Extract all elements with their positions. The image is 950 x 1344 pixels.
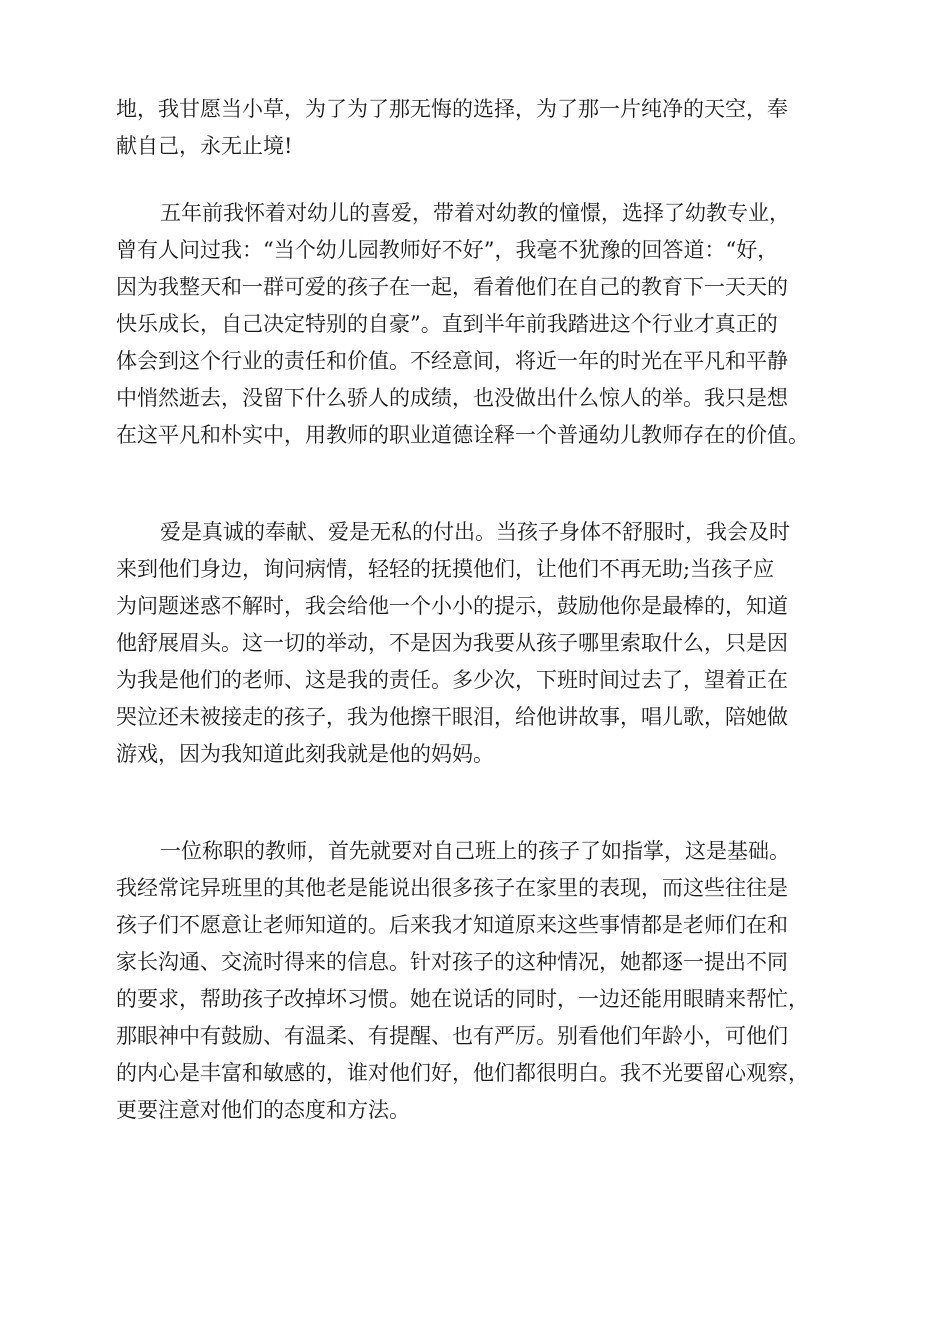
text-line: 献自己，永无止境!	[116, 134, 293, 158]
text-line: 中悄然逝去，没留下什么骄人的成绩，也没做出什么惊人的举。我只是想	[116, 386, 788, 410]
text-line: 为我是他们的老师、这是我的责任。多少次，下班时间过去了，望着正在	[116, 668, 788, 692]
text-line: 他舒展眉头。这一切的举动，不是因为我要从孩子哪里索取什么，只是因	[116, 631, 788, 655]
text-line: 的内心是丰富和敏感的，谁对他们好，他们都很明白。我不光要留心观察，	[116, 1061, 809, 1085]
text-line: 快乐成长，自己决定特别的自豪”。直到半年前我踏进这个行业才真正的	[116, 312, 778, 336]
text-line: 哭泣还未被接走的孩子，我为他擦干眼泪，给他讲故事，唱儿歌，陪她做	[116, 705, 788, 729]
text-line: 孩子们不愿意让老师知道的。后来我才知道原来这些事情都是老师们在和	[116, 913, 788, 937]
text-line: 五年前我怀着对幼儿的喜爱，带着对幼教的憧憬，选择了幼教专业，	[160, 201, 790, 225]
text-line: 曾有人问过我：“当个幼儿园教师好不好”，我毫不犹豫的回答道：“好，	[116, 238, 779, 262]
text-line: 来到他们身边，询问病情，轻轻的抚摸他们，让他们不再无助;当孩子应	[116, 557, 775, 581]
text-line: 那眼神中有鼓励、有温柔、有提醒、也有严厉。别看他们年龄小，可他们	[116, 1024, 788, 1048]
text-line: 家长沟通、交流时得来的信息。针对孩子的这种情况，她都逐一提出不同	[116, 950, 788, 974]
text-line: 游戏，因为我知道此刻我就是他的妈妈。	[116, 742, 494, 766]
text-line: 体会到这个行业的责任和价值。不经意间，将近一年的时光在平凡和平静	[116, 349, 788, 373]
paragraph-1	[116, 91, 856, 165]
text-line: 地，我甘愿当小草，为了为了那无悔的选择，为了那一片纯净的天空，奉	[116, 97, 788, 121]
text-line: 因为我整天和一群可爱的孩子在一起，看着他们在自己的教育下一天天的	[116, 275, 788, 299]
text-line: 在这平凡和朴实中，用教师的职业道德诠释一个普通幼儿教师存在的价值。	[116, 423, 809, 447]
text-line: 为问题迷惑不解时，我会给他一个小小的提示，鼓励他你是最棒的，知道	[116, 594, 788, 618]
text-line: 爱是真诚的奉献、爱是无私的付出。当孩子身体不舒服时，我会及时	[160, 520, 790, 544]
paragraph-2	[116, 195, 856, 454]
paragraph-4	[116, 833, 856, 1129]
paragraph-3	[116, 514, 856, 773]
text-line: 一位称职的教师，首先就要对自己班上的孩子了如指掌，这是基础。	[160, 839, 790, 863]
text-line: 我经常诧异班里的其他老是能说出很多孩子在家里的表现，而这些往往是	[116, 876, 788, 900]
text-line: 的要求，帮助孩子改掉坏习惯。她在说话的同时，一边还能用眼睛来帮忙，	[116, 987, 809, 1011]
text-line: 更要注意对他们的态度和方法。	[116, 1098, 410, 1122]
